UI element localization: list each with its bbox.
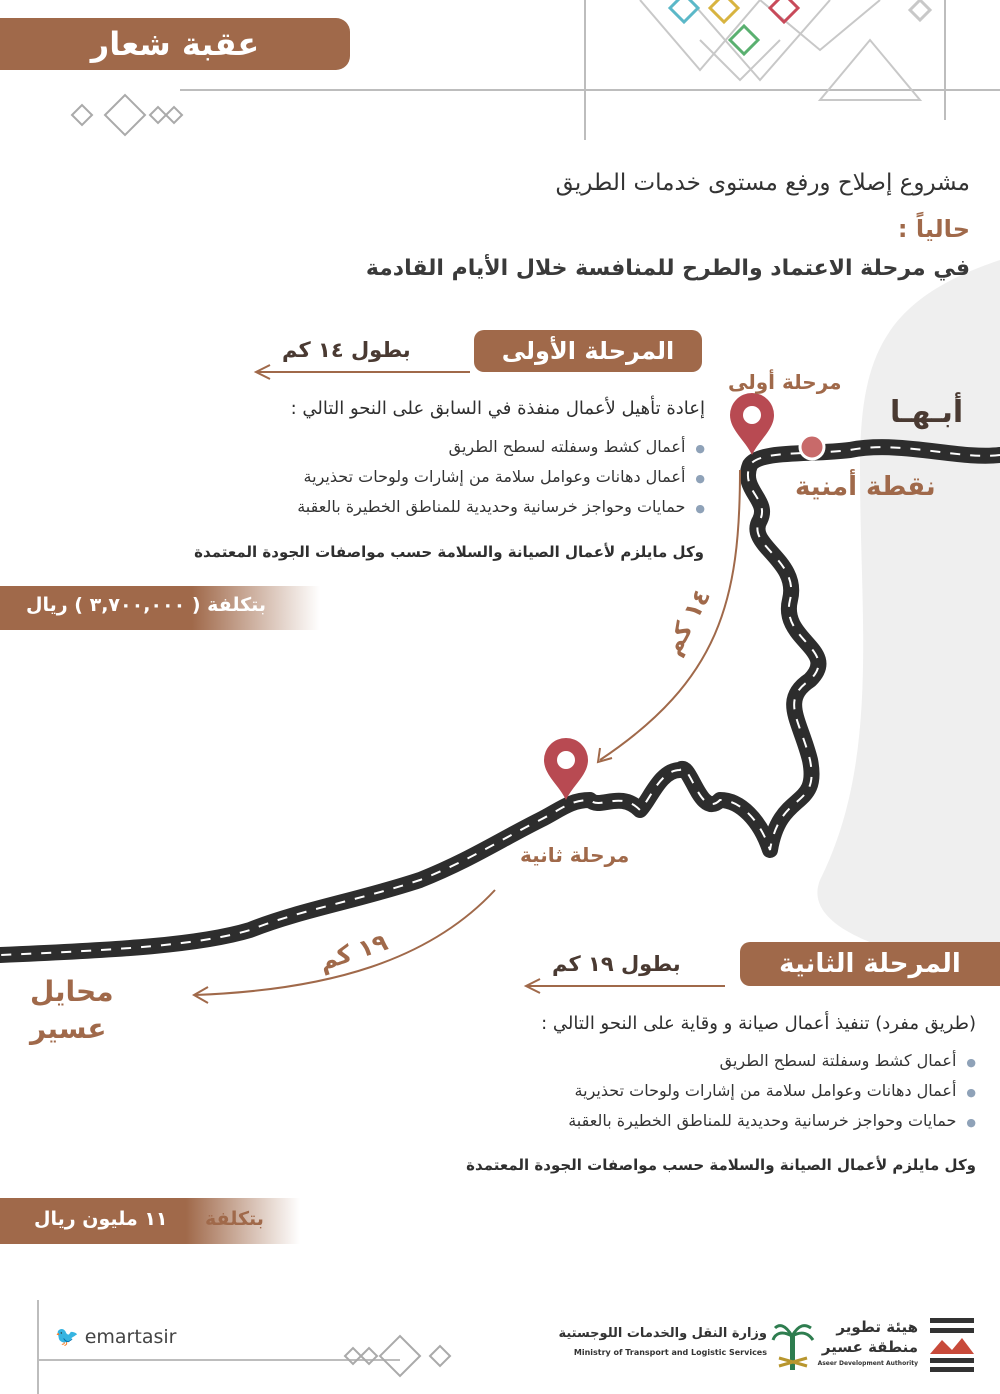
label-asir: عسير [30, 1012, 107, 1045]
project-title: مشروع إصلاح ورفع مستوى خدمات الطريق [555, 170, 970, 196]
status-label: حالياً : [897, 215, 970, 243]
phase2-title-badge [740, 942, 1000, 986]
phase2-description: (طريق مفرد) تنفيذ أعمال صيانة و وقاية على النحو التالي : [541, 1013, 976, 1034]
phase2-title: المرحلة الثانية [779, 949, 961, 979]
phase1-note: وكل مايلزم لأعمال الصيانة والسلامة حسب مواصفات الجودة المعتمدة [194, 543, 704, 561]
list-item: ● أعمال كشط وسفلتة لسطح الطريق [568, 1046, 976, 1076]
phase2-cost-label: بتكلفة [205, 1208, 264, 1230]
list-item: ● أعمال دهانات وعوامل سلامة من إشارات ولوحات تحذيرية [568, 1076, 976, 1106]
label-19km: ١٩ كم [315, 927, 392, 977]
page-title: عقبة شعار [90, 25, 260, 63]
phase1-length: بطول ١٤ كم [282, 338, 411, 362]
social-handle[interactable] [55, 1325, 176, 1348]
phase2-length: بطول ١٩ كم [552, 952, 681, 976]
authority-emblem-icon [924, 1314, 980, 1374]
palm-emblem-icon [771, 1318, 815, 1374]
label-stage2: مرحلة ثانية [520, 843, 630, 867]
label-checkpoint: نقطة أمنية [795, 472, 936, 502]
phase1-cost: بتكلفة ( ٣,٧٠٠,٠٠٠ ) ريال [26, 594, 267, 616]
ministry-name-ar: وزارة النقل والخدمات اللوجستية [558, 1326, 767, 1341]
label-mahayel: محايل [30, 975, 114, 1008]
phase2-note: وكل مايلزم لأعمال الصيانة والسلامة حسب مواصفات الجودة المعتمدة [466, 1156, 976, 1174]
twitter-handle: emartasir [84, 1326, 177, 1348]
phase2-cost-value: ١١ مليون ريال [34, 1208, 168, 1230]
authority-name-line1: هيئة تطوير [836, 1318, 918, 1336]
phase1-description: إعادة تأهيل لأعمال منفذة في السابق على النحو التالي : [290, 398, 705, 419]
stage1-pin-icon [730, 393, 774, 455]
authority-logo [817, 1314, 980, 1374]
list-item: ● أعمال كشط وسفلته لسطح الطريق [297, 432, 705, 462]
authority-name-en: Aseer Development Authority [817, 1360, 918, 1367]
phase2-items [568, 1046, 976, 1136]
phase1-title-badge [474, 330, 702, 372]
road-center-line [0, 447, 1000, 955]
ministry-logo [558, 1318, 815, 1374]
authority-name-line2: منطقة عسير [821, 1338, 918, 1356]
list-item: ● أعمال دهانات وعوامل سلامة من إشارات ولوحات تحذيرية [297, 462, 705, 492]
twitter-icon: 🐦 [55, 1326, 79, 1348]
label-abha: أبـهـا [890, 395, 964, 430]
header-ribbon [0, 18, 350, 70]
phase1-items [297, 432, 705, 522]
label-stage1: مرحلة أولى [728, 370, 842, 394]
label-14km: ١٤ كم [658, 584, 717, 660]
list-item: ● حمايات وحواجز خرسانية وحديدية للمناطق الخطيرة بالعقبة [568, 1106, 976, 1136]
road [0, 447, 1000, 955]
stage2-pin-icon [544, 738, 588, 800]
ministry-name-en: Ministry of Transport and Logistic Services [573, 1348, 767, 1357]
phase1-title: المرحلة الأولى [501, 337, 675, 365]
list-item: ● حمايات وحواجز خرسانية وحديدية للمناطق الخطيرة بالعقبة [297, 492, 705, 522]
checkpoint-dot [800, 435, 824, 459]
status-text: في مرحلة الاعتماد والطرح للمنافسة خلال الأيام القادمة [365, 256, 970, 281]
